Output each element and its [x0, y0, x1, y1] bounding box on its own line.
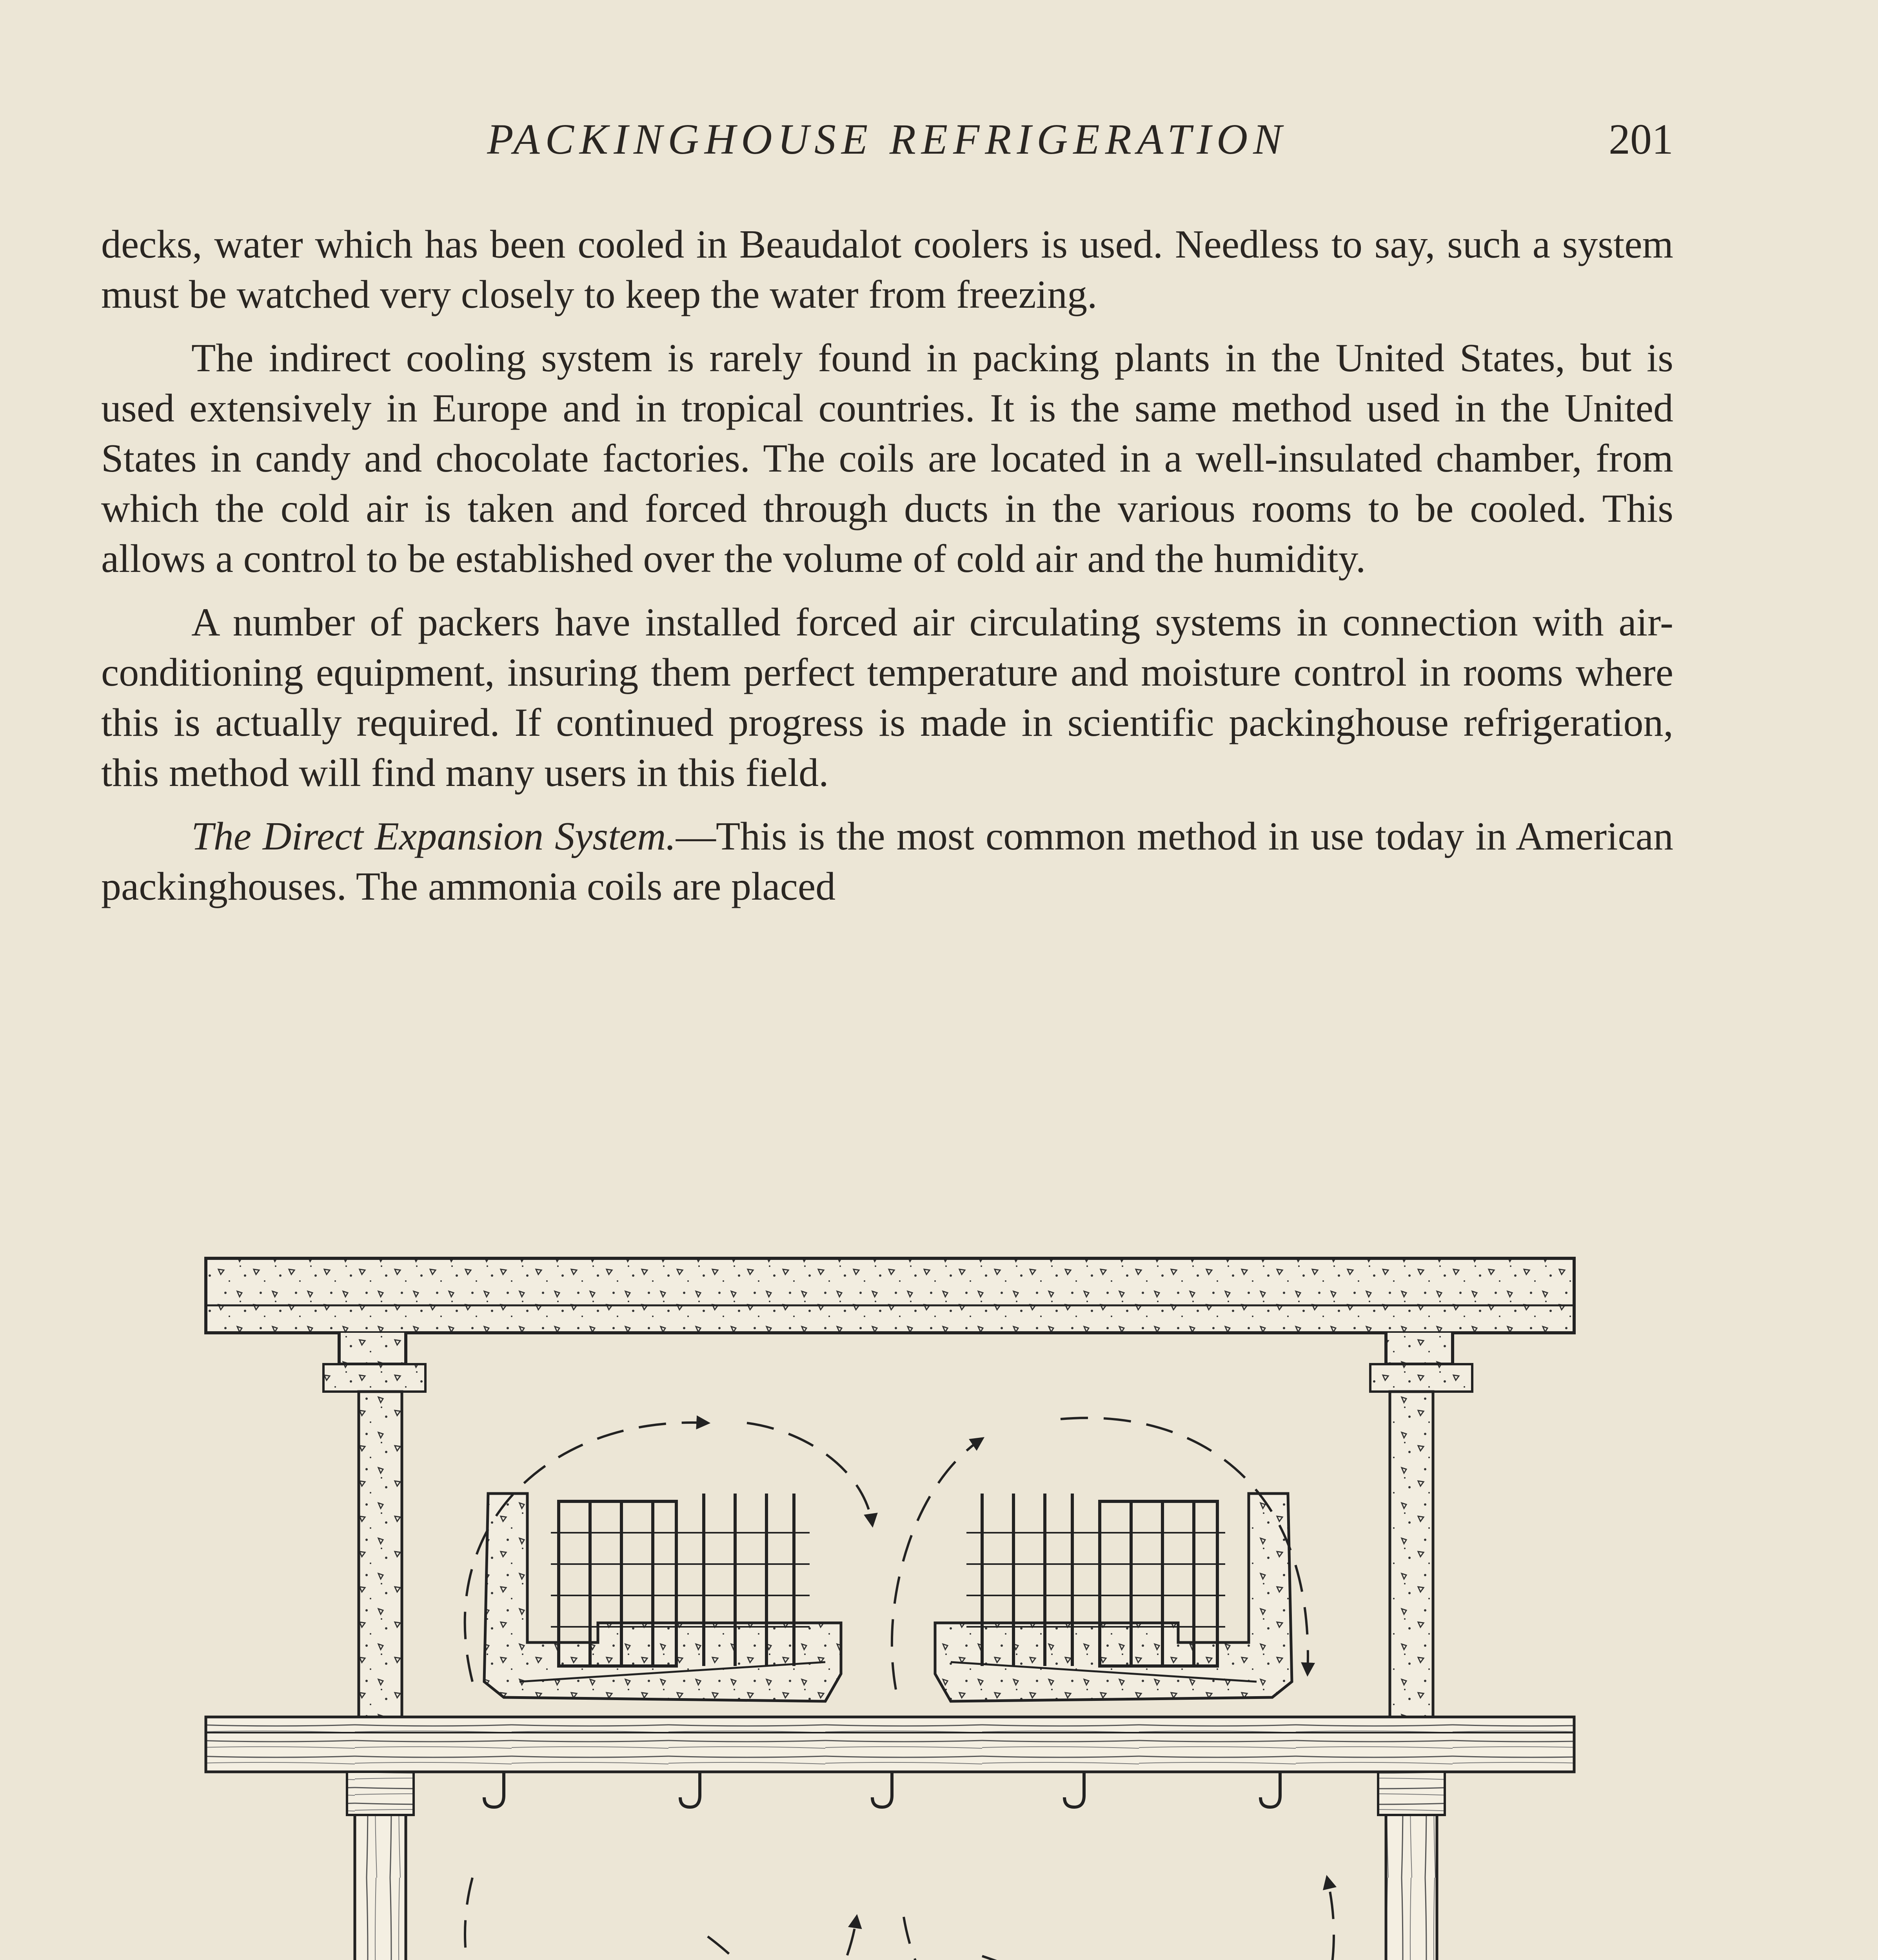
ceiling-slab	[206, 1258, 1574, 1392]
paragraph-2: The indirect cooling system is rarely found in packing plants in the United States, but is used extensively in Europe and in tropical countries. It is the same method used in the United States in candy and chocolate factories. The coils are located in a well-insulated chamber, from which the cold air is taken and forced through ducts in the various rooms to be cooled. This allows a control to be established over the volume of cold air and the humidity.	[101, 336, 1673, 581]
left-bunker	[484, 1494, 841, 1701]
running-head: PACKINGHOUSE REFRIGERATION	[487, 115, 1288, 163]
right-bunker	[935, 1494, 1292, 1701]
body-text	[101, 220, 1673, 925]
page-number: 201	[1609, 115, 1673, 163]
paragraph-4-text: —This is the most common method in use today in American packinghouses. The ammonia coils are placed	[101, 814, 1673, 909]
cross-section-diagram	[198, 1250, 1578, 1960]
paragraph-4	[101, 811, 1673, 912]
section-heading: The Direct Expansion System.	[191, 814, 676, 858]
paragraph-1: decks, water which has been cooled in Beaudalot coolers is used. Needless to say, such a system must be watched very closely to keep the water from freezing.	[101, 222, 1673, 317]
page-header	[101, 106, 1673, 172]
paragraph-3: A number of packers have installed forced air circulating systems in connection with air-conditioning equipment, insuring them perfect temperature and moisture control in rooms where this is actually required. If continued progress is made in scientific packinghouse refrigeration, this method will find many users in this field.	[101, 600, 1673, 795]
meat-hooks	[484, 1772, 1280, 1807]
floor-beam	[206, 1717, 1574, 1772]
figure-illustration	[198, 1250, 1578, 1960]
